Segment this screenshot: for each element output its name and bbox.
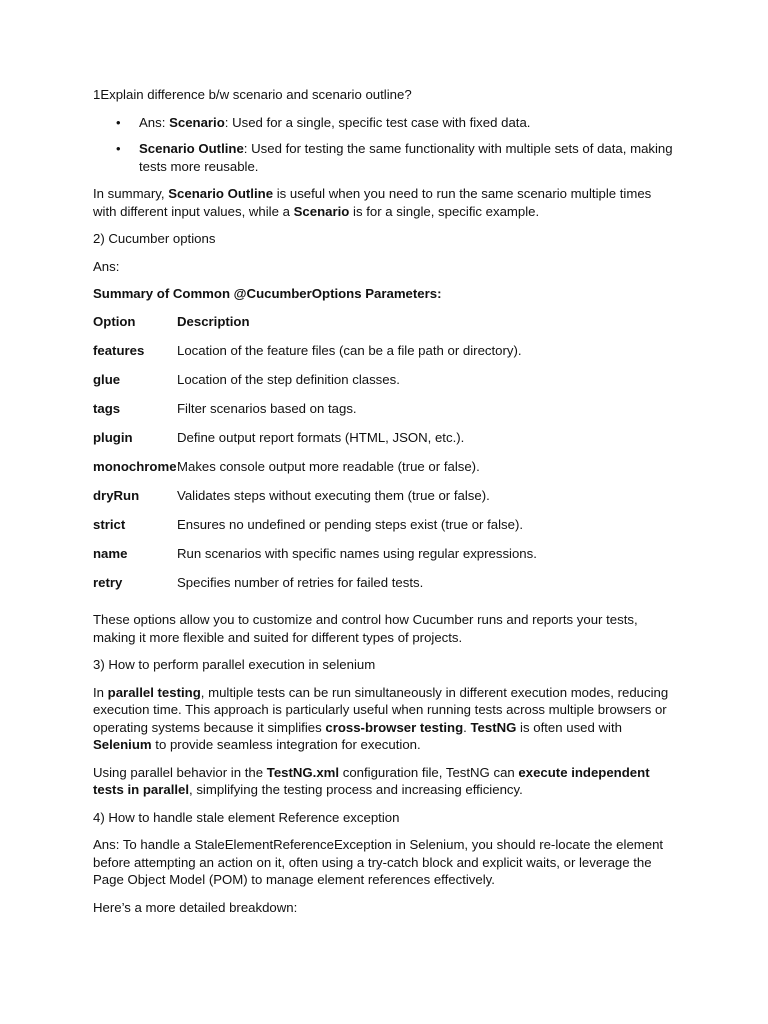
q4-answer: Ans: To handle a StaleElementReferenceException in Selenium, you should re-locate the element before attempting an action on it, often using a try-catch block and explicit waits, or leverage the Page Object Model (POM) to manage element references effectively. <box>93 837 664 888</box>
paragraph-term: TestNG <box>470 719 517 735</box>
table-row <box>93 371 537 400</box>
bullet-text: : Used for a single, specific test case with fixed data. <box>224 114 531 130</box>
q4-heading: 4) How to handle stale element Reference exception <box>93 809 400 825</box>
q2-ans-label: Ans: <box>93 258 120 274</box>
paragraph-term: execute independent tests in parallel <box>93 764 650 798</box>
option-name: plugin <box>93 429 133 445</box>
option-name: glue <box>93 371 121 387</box>
table-row <box>93 458 537 487</box>
paragraph-text: to provide seamless integration for execution. <box>151 737 421 753</box>
bullet-term: Scenario <box>169 114 225 130</box>
q3-paragraph-2 <box>93 764 678 799</box>
table-row <box>93 429 537 458</box>
document-page <box>93 86 678 926</box>
paragraph-term: TestNG.xml <box>266 764 340 780</box>
list-item <box>93 114 678 132</box>
paragraph-text: In <box>93 684 108 700</box>
option-description: Define output report formats (HTML, JSON, etc.). <box>177 429 465 445</box>
options-table <box>93 313 537 604</box>
table-row <box>93 400 537 429</box>
q2-closing: These options allow you to customize and control how Cucumber runs and reports your tests, making it more flexible and suited for different types of projects. <box>93 612 638 645</box>
bullet-icon: • <box>116 114 121 130</box>
option-description: Location of the feature files (can be a file path or directory). <box>177 342 522 358</box>
paragraph-text: , multiple tests can be run simultaneously in different execution modes, reducing execution time. This approach is particularly useful when running tests across multiple browsers or operating systems because it simplifies <box>93 684 669 735</box>
paragraph-text: Using parallel behavior in the <box>93 764 267 780</box>
q1-summary <box>93 185 678 220</box>
bullet-text: : Used for testing the same functionality with multiple sets of data, making tests more reusable. <box>139 141 673 174</box>
paragraph-term: parallel testing <box>107 684 201 700</box>
paragraph-text: configuration file, TestNG can <box>339 764 519 780</box>
column-header-option: Option <box>93 313 136 329</box>
q1-bullet-list <box>93 114 678 176</box>
list-item <box>93 140 678 175</box>
summary-term: Scenario <box>293 203 350 219</box>
option-name: retry <box>93 575 123 591</box>
q4-breakdown-intro: Here’s a more detailed breakdown: <box>93 899 298 915</box>
bullet-prefix: Ans: <box>139 114 170 130</box>
option-description: Filter scenarios based on tags. <box>177 400 357 416</box>
options-table-title <box>93 285 678 303</box>
option-name: features <box>93 342 145 358</box>
summary-text: is for a single, specific example. <box>349 203 540 219</box>
paragraph-text: is often used with <box>516 719 622 735</box>
bullet-term: Scenario Outline <box>139 141 244 156</box>
bullet-icon: • <box>116 141 121 156</box>
option-description: Run scenarios with specific names using regular expressions. <box>177 546 537 562</box>
table-row <box>93 342 537 371</box>
option-name: dryRun <box>93 488 140 504</box>
option-name: tags <box>93 400 121 416</box>
table-row <box>93 545 537 574</box>
paragraph-term: cross-browser testing <box>325 719 464 735</box>
q3-paragraph-1 <box>93 684 678 754</box>
column-header-description: Description <box>177 313 250 329</box>
option-description: Makes console output more readable (true or false). <box>177 458 480 474</box>
paragraph-text: . <box>463 719 471 735</box>
options-table-title-text: Summary of Common @CucumberOptions Parameters: <box>93 286 442 301</box>
option-description: Location of the step definition classes. <box>177 371 400 387</box>
option-name: name <box>93 546 128 562</box>
summary-text: In summary, <box>93 186 169 201</box>
table-row <box>93 574 537 603</box>
table-header-row <box>93 313 537 342</box>
q1-heading: 1Explain difference b/w scenario and scenario outline? <box>93 87 412 102</box>
option-description: Specifies number of retries for failed tests. <box>177 575 424 591</box>
table-row <box>93 487 537 516</box>
option-name: monochrome <box>93 458 177 474</box>
q3-heading: 3) How to perform parallel execution in selenium <box>93 657 376 673</box>
paragraph-text: , simplifying the testing process and increasing efficiency. <box>189 782 523 798</box>
summary-text: is useful when you need to run the same scenario multiple times with different input values, while a <box>93 186 652 219</box>
option-description: Validates steps without executing them (true or false). <box>177 488 490 504</box>
summary-term: Scenario Outline <box>168 186 274 201</box>
paragraph-term: Selenium <box>93 737 152 753</box>
q2-heading: 2) Cucumber options <box>93 231 216 246</box>
option-name: strict <box>93 517 126 533</box>
option-description: Ensures no undefined or pending steps exist (true or false). <box>177 517 524 533</box>
table-row <box>93 516 537 545</box>
